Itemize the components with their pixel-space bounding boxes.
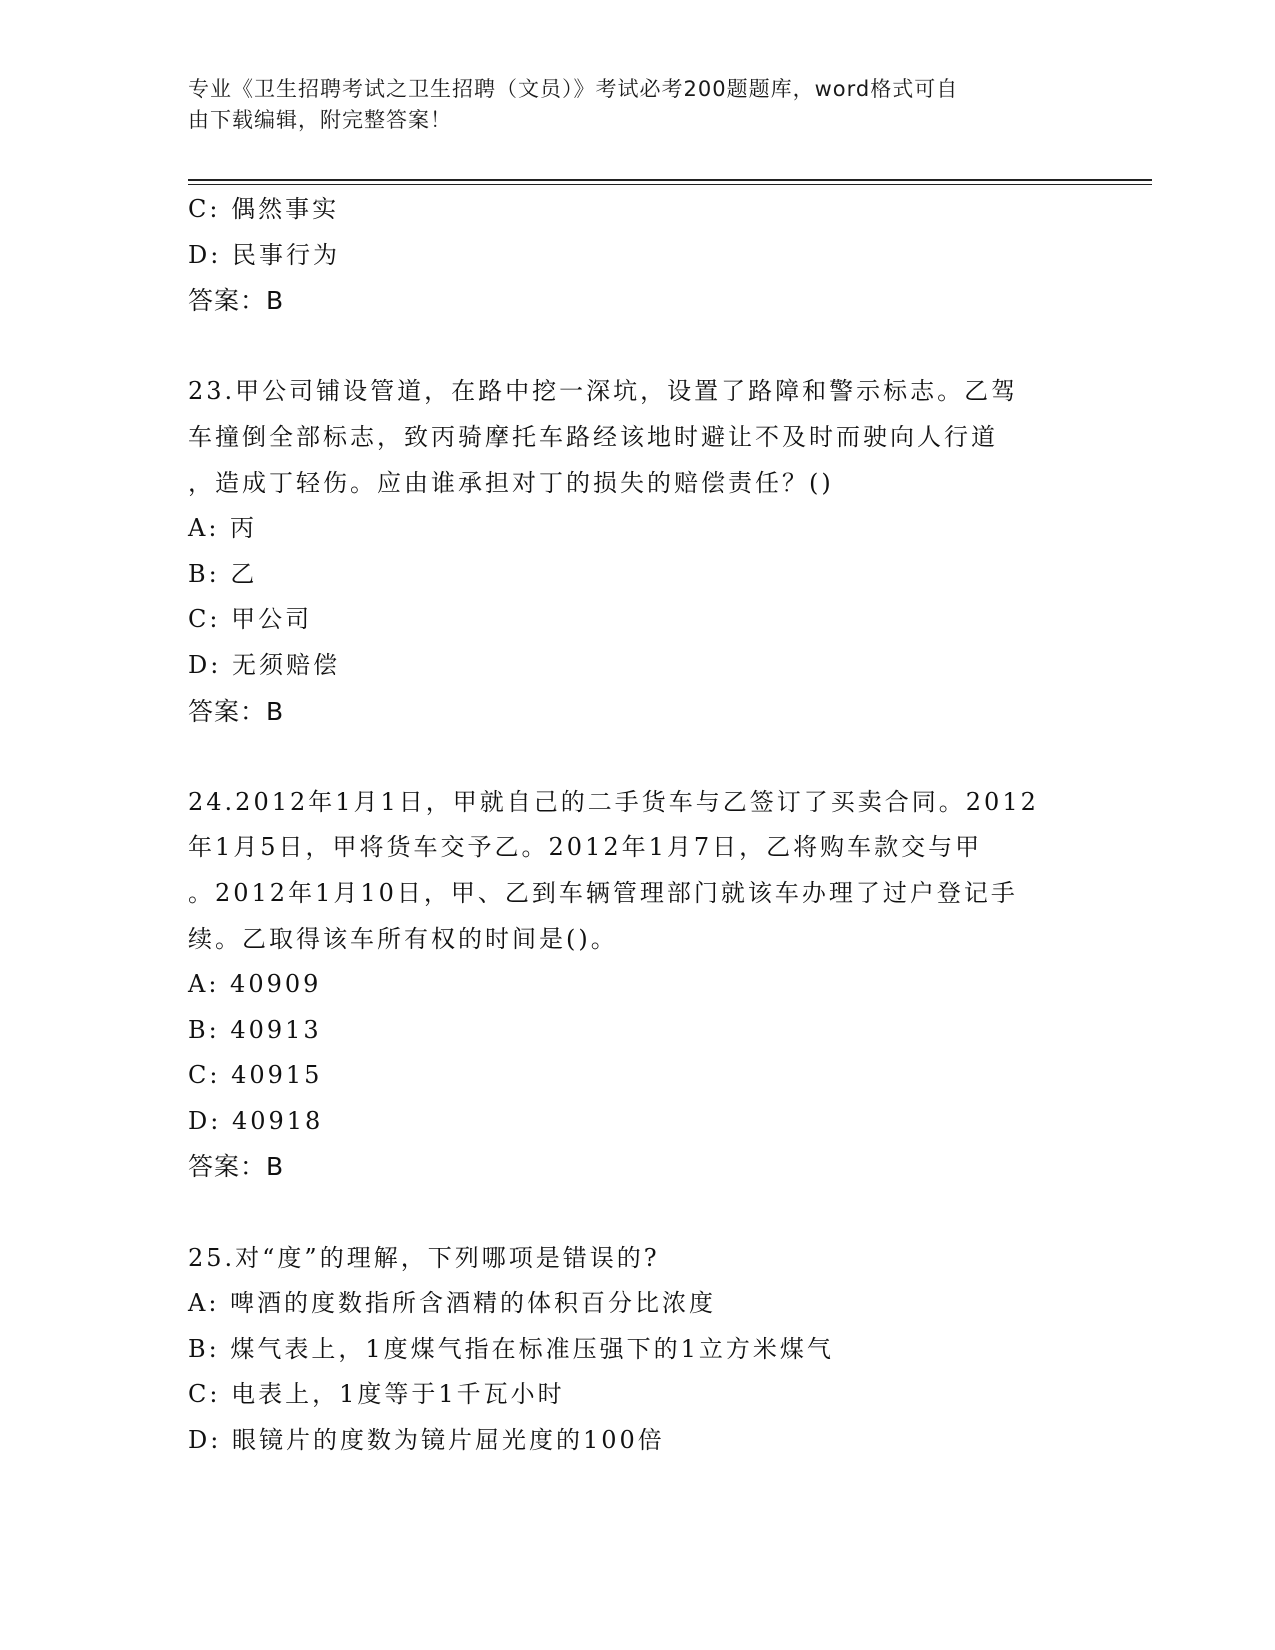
question-stem-line: 。2012年1月10日，甲、乙到车辆管理部门就该车办理了过户登记手: [188, 878, 1018, 907]
answer-label: 答案：B: [188, 286, 285, 316]
question-stem-line: 年1月5日，甲将货车交予乙。2012年1月7日，乙将购车款交与甲: [188, 833, 983, 862]
option-d: D: 无须赔偿: [188, 650, 340, 679]
option-b: B: 煤气表上，1度煤气指在标准压强下的1立方米煤气: [188, 1334, 834, 1363]
option-a: A: 丙: [188, 514, 258, 543]
option-d: D: 40918: [188, 1106, 324, 1135]
question-22-tail: [188, 187, 1108, 324]
question-stem-line: 25.对“度”的理解，下列哪项是错误的?: [188, 1243, 660, 1272]
header-divider-thin: [188, 184, 1152, 185]
spacer: [188, 324, 1108, 370]
spacer: [188, 1190, 1108, 1236]
option-a: A: 40909: [188, 970, 322, 999]
option-d: D: 眼镜片的度数为镜片屈光度的100倍: [188, 1426, 665, 1455]
question-stem-line: ，造成丁轻伤。应由谁承担对丁的损失的赔偿责任？(): [188, 468, 834, 497]
question-24: [188, 780, 1108, 1190]
option-a: A: 啤酒的度数指所含酒精的体积百分比浓度: [188, 1289, 717, 1318]
option-c: C: 电表上，1度等于1千瓦小时: [188, 1380, 565, 1409]
option-c: C: 甲公司: [188, 605, 313, 634]
question-stem-line: 车撞倒全部标志，致丙骑摩托车路经该地时避让不及时而驶向人行道: [188, 422, 998, 451]
option-c: C: 偶然事实: [188, 195, 340, 223]
document-header: [188, 74, 1068, 136]
answer-label: 答案：B: [188, 696, 285, 726]
option-c: C: 40915: [188, 1061, 323, 1090]
question-23: [188, 369, 1108, 734]
option-d: D: 民事行为: [188, 240, 340, 269]
question-list: [188, 187, 1108, 1464]
option-b: B: 40913: [188, 1015, 322, 1044]
header-divider-thick: [188, 179, 1152, 181]
header-line-1: 专业《卫生招聘考试之卫生招聘（文员）》考试必考200题题库，word格式可自: [188, 77, 959, 101]
option-b: B: 乙: [188, 559, 258, 588]
spacer: [188, 734, 1108, 780]
question-25: [188, 1236, 1108, 1464]
question-stem-line: 续。乙取得该车所有权的时间是()。: [188, 924, 618, 953]
answer-label: 答案：B: [188, 1152, 285, 1182]
header-line-2: 由下载编辑，附完整答案！: [188, 108, 452, 132]
question-stem-line: 23.甲公司铺设管道，在路中挖一深坑，设置了路障和警示标志。乙驾: [188, 377, 1019, 406]
question-stem-line: 24.2012年1月1日，甲就自己的二手货车与乙签订了买卖合同。2012: [188, 787, 1039, 816]
